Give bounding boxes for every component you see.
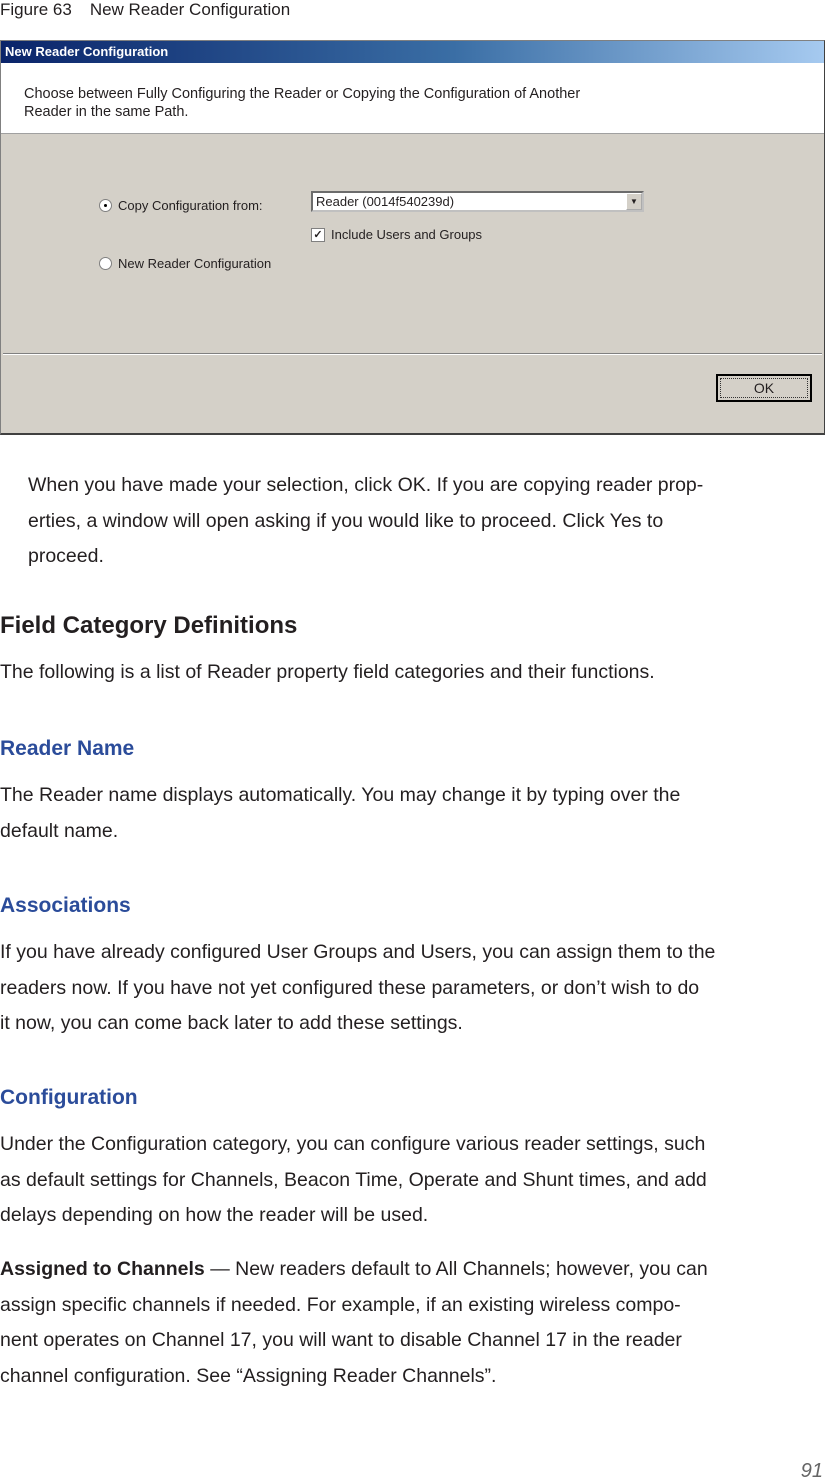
intro-paragraph: [28, 468, 703, 575]
figure-caption: [0, 0, 308, 20]
select-value: Reader (0014f540239d): [316, 194, 455, 209]
configuration-paragraph: [0, 1127, 707, 1234]
include-users-checkbox[interactable]: [311, 227, 482, 242]
instruction-line: Choose between Fully Configuring the Reader or Copying the Configuration of Another: [24, 86, 581, 102]
text-line: as default settings for Channels, Beacon Time, Operate and Shunt times, and add: [0, 1168, 707, 1191]
text-line: delays depending on how the reader will be used.: [0, 1204, 429, 1226]
text-line: it now, you can come back later to add these settings.: [0, 1012, 463, 1034]
channels-term: Assigned to Channels: [0, 1258, 205, 1280]
text-fragment: — New readers default to All Channels; however, you can: [204, 1258, 708, 1280]
instruction-line: Reader in the same Path.: [24, 104, 189, 120]
channels-paragraph: [0, 1252, 708, 1394]
reader-name-paragraph: [0, 778, 680, 849]
radio-label: Copy Configuration from:: [118, 198, 263, 213]
new-reader-configuration-dialog: [0, 40, 825, 435]
radio-label: New Reader Configuration: [118, 256, 272, 271]
new-reader-configuration-radio[interactable]: [99, 256, 271, 271]
dialog-title: New Reader Configuration: [1, 41, 824, 63]
text-line: When you have made your selection, click OK. If you are copying reader prop-: [28, 474, 704, 496]
section-intro: The following is a list of Reader property field categories and their functions.: [0, 661, 655, 683]
dialog-header: [1, 63, 824, 134]
page-number: 91: [800, 1460, 823, 1482]
divider: [3, 353, 822, 355]
text-line: nent operates on Channel 17, you will want to disable Channel 17 in the reader: [0, 1329, 682, 1351]
checkmark-icon: ✓: [311, 228, 325, 242]
associations-heading: Associations: [0, 894, 131, 917]
figure-title: New Reader Configuration: [89, 0, 291, 19]
ok-label: OK: [720, 378, 808, 398]
text-line: proceed.: [28, 545, 104, 567]
text-line: channel configuration. See “Assigning Reader Channels”.: [0, 1364, 497, 1387]
text-line: If you have already configured User Groups and Users, you can assign them to the: [0, 941, 716, 963]
configuration-heading: Configuration: [0, 1086, 138, 1109]
text-line: [0, 1252, 708, 1288]
text-line: default name.: [0, 819, 119, 842]
radio-unselected-icon: [99, 257, 112, 270]
text-line: The Reader name displays automatically. You may change it by typing over the: [0, 784, 681, 806]
associations-paragraph: [0, 935, 715, 1042]
chevron-down-icon[interactable]: ▼: [626, 193, 642, 210]
copy-configuration-radio[interactable]: [99, 198, 263, 213]
checkbox-label: Include Users and Groups: [331, 227, 483, 242]
reader-select[interactable]: [311, 191, 644, 212]
text-line: Under the Configuration category, you can configure various reader settings, such: [0, 1133, 706, 1155]
section-heading: Field Category Definitions: [0, 612, 298, 639]
ok-button[interactable]: [716, 374, 812, 402]
text-line: readers now. If you have not yet configured these parameters, or don’t wish to do: [0, 976, 700, 999]
reader-name-heading: Reader Name: [0, 737, 135, 760]
figure-number: Figure 63: [0, 0, 72, 19]
text-line: erties, a window will open asking if you would like to proceed. Click Yes to: [28, 509, 664, 532]
radio-selected-icon: [99, 199, 112, 212]
text-line: assign specific channels if needed. For example, if an existing wireless compo-: [0, 1293, 681, 1316]
